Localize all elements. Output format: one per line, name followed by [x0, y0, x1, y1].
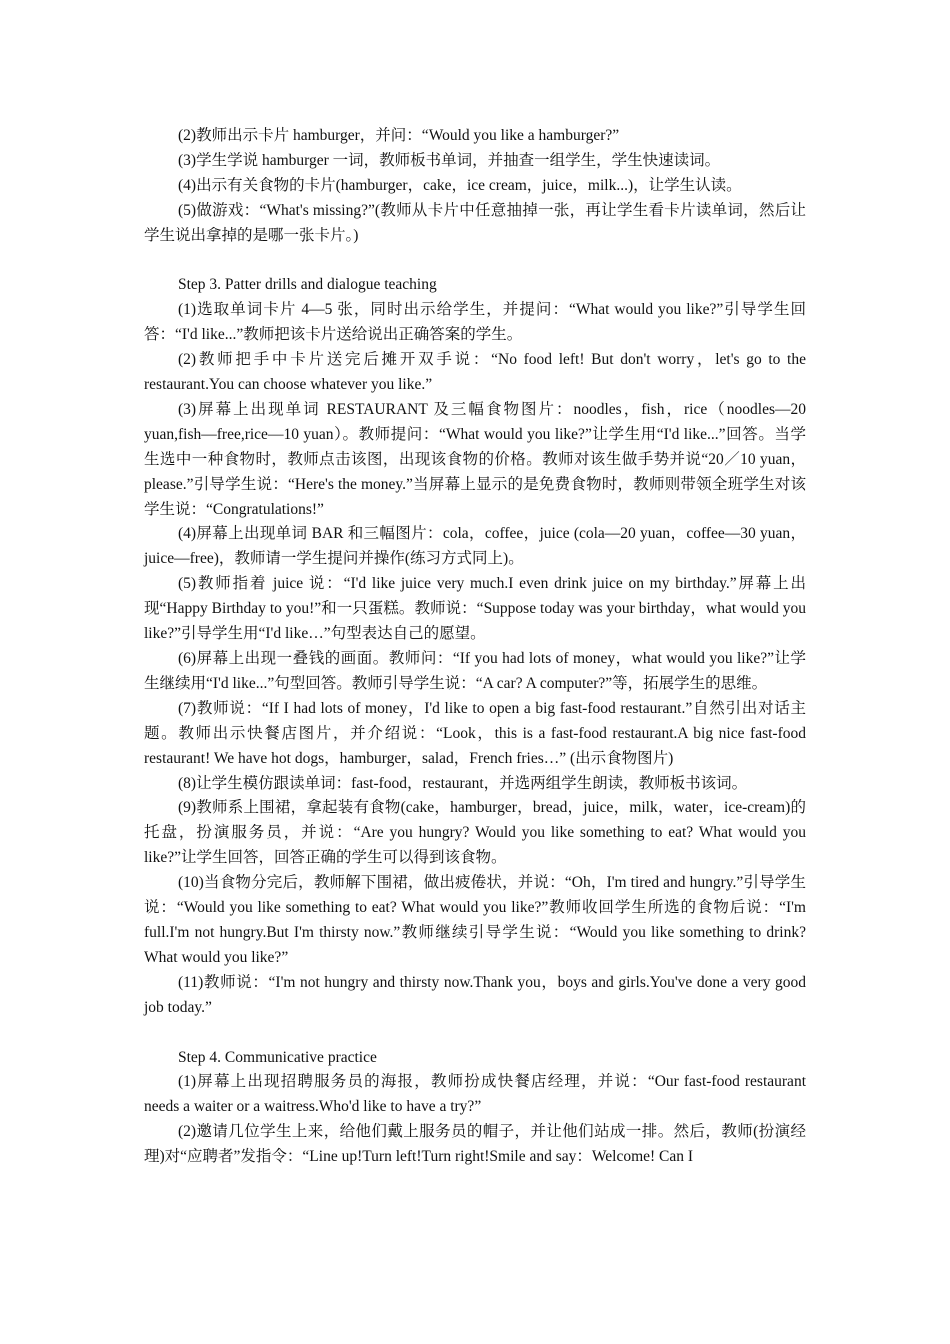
section-gap — [144, 249, 806, 274]
step3-item-1: (1)选取单词卡片 4—5 张，同时出示给学生，并提问：“What would you like?”引导学生回答：“I'd like...”教师把该卡片送给说出正确答案的学生。 — [144, 301, 806, 344]
step3-item-3: (3)屏幕上出现单词 RESTAURANT 及三幅食物图片：noodles，fish，rice（noodles—20 yuan,fish—free,rice—10 yuan）。教师提问：“What would you like?”让学生用“I'd like...”回答。当学生选中一种食物时，教师点击该图，出现该食物的价格。教师对该生做手势并说“20／10 yuan，please.”引导学生说：“Here's the money.”当屏幕上显示的是免费食物时，教师则带领全班学生对该学生说：“Congratulations!” — [144, 400, 806, 518]
step3-item-7: (7)教师说：“If I had lots of money，I'd like to open a big fast-food restaurant.”自然引出对话主题。教师出示快餐店图片，并介绍说：“Look，this is a fast-food restaurant.A big nice fast-food restaurant! We have hot dogs，hamburger，salad，French fries…” (出示食物图片) — [144, 699, 806, 767]
step3-item-8: (8)让学生模仿跟读单词：fast-food，restaurant，并选两组学生朗读，教师板书该词。 — [178, 774, 748, 792]
step3-item-11: (11)教师说：“I'm not hungry and thirsty now.Thank you，boys and girls.You've done a very good job today.” — [144, 973, 806, 1016]
step3-item-9: (9)教师系上围裙，拿起装有食物(cake，hamburger，bread，juice，milk，water，ice-cream)的托盘，扮演服务员，并说：“Are you hungry? Would you like something to eat? What would you like?”让学生回答，回答正确的学生可以得到该食物。 — [144, 799, 806, 867]
step4-item-1: (1)屏幕上出现招聘服务员的海报，教师扮成快餐店经理，并说：“Our fast-food restaurant needs a waiter or a waitress.Who'd like to have a try?” — [144, 1073, 806, 1116]
step3-item-6: (6)屏幕上出现一叠钱的画面。教师问：“If you had lots of money，what would you like?”让学生继续用“I'd like...”句型回答。教师引导学生说：“A car? A computer?”等，拓展学生的思维。 — [144, 650, 806, 692]
step2-item-3: (3)学生学说 hamburger 一词，教师板书单词，并抽查一组学生，学生快速读词。 — [178, 151, 721, 169]
step3-item-4: (4)屏幕上出现单词 BAR 和三幅图片：cola，coffee，juice (cola—20 yuan，coffee—30 yuan，juice—free)，教师请一学生提问并操作(练习方式同上)。 — [144, 525, 806, 568]
step2-item-2: (2)教师出示卡片 hamburger，并问：“Would you like a hamburger?” — [178, 127, 620, 144]
section-gap — [144, 1021, 806, 1046]
step3-item-10: (10)当食物分完后，教师解下围裙，做出疲倦状，并说：“Oh，I'm tired and hungry.”引导学生说：“Would you like something to eat? What would you like?”教师收回学生所选的食物后说：“I'm full.I'm not hungry.But I'm thirsty now.”教师继续引导学生说：“Would you like something to drink? What would you like?” — [144, 874, 806, 966]
step3-heading: Step 3. Patter drills and dialogue teaching — [178, 276, 437, 294]
step4-item-2: (2)邀请几位学生上来，给他们戴上服务员的帽子，并让他们站成一排。然后，教师(扮演经理)对“应聘者”发指令：“Line up!Turn left!Turn right!Smile and say：Welcome! Can I — [144, 1123, 806, 1166]
document-page — [144, 124, 806, 1170]
step3-item-2: (2)教师把手中卡片送完后摊开双手说：“No food left! But don't worry，let's go to the restaurant.You can choose whatever you like.” — [144, 351, 806, 394]
step3-item-5: (5)教师指着 juice 说：“I'd like juice very much.I even drink juice on my birthday.”屏幕上出现“Happy Birthday to you!”和一只蛋糕。教师说：“Suppose today was your birthday，what would you like?”引导学生用“I'd like…”句型表达自己的愿望。 — [144, 575, 806, 643]
step2-item-4: (4)出示有关食物的卡片(hamburger，cake，ice cream，juice，milk...)，让学生认读。 — [178, 176, 742, 194]
step4-heading: Step 4. Communicative practice — [178, 1048, 377, 1066]
step2-item-5: (5)做游戏：“What's missing?”(教师从卡片中任意抽掉一张，再让学生看卡片读单词，然后让学生说出拿掉的是哪一张卡片。) — [144, 201, 806, 244]
